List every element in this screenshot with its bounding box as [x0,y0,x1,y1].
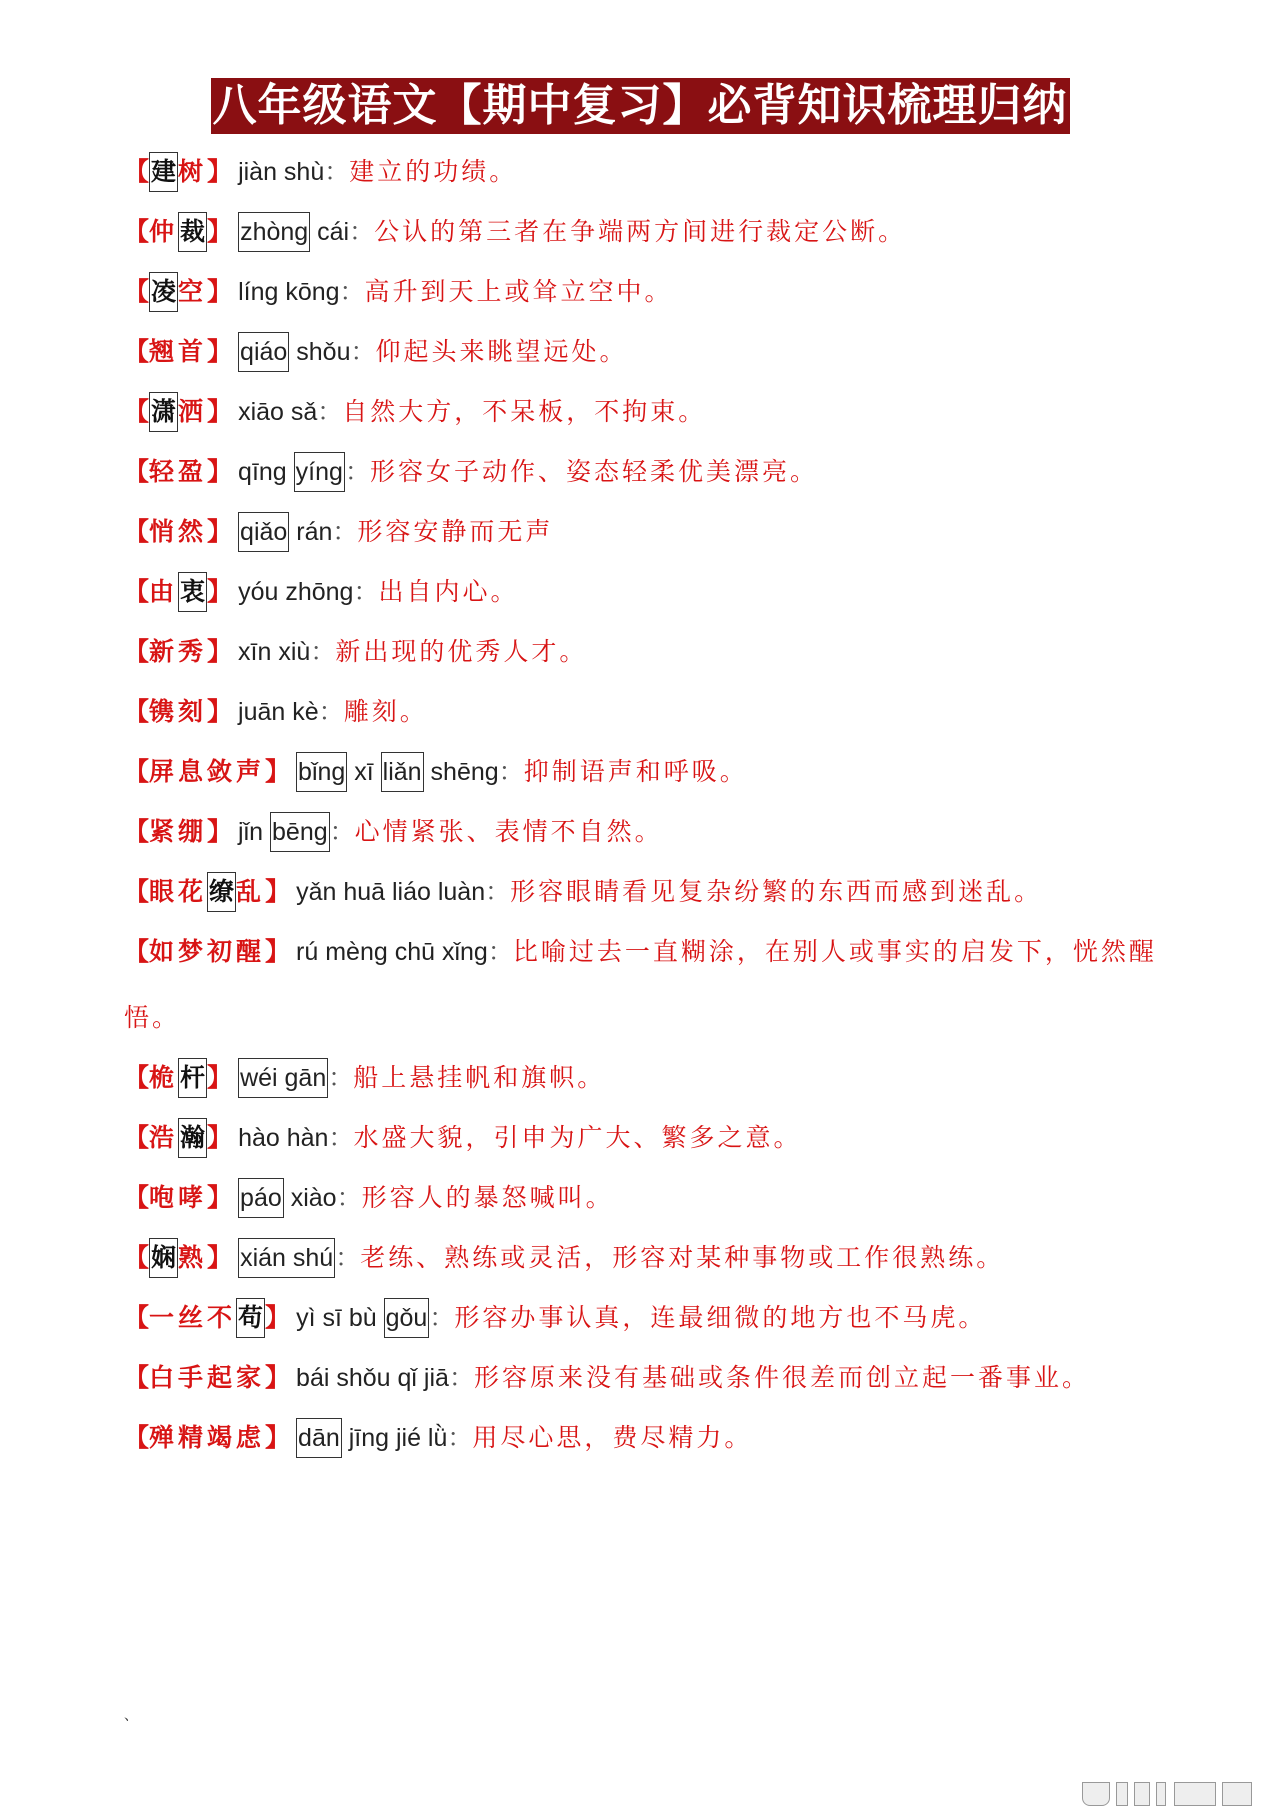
right-bracket: 】 [207,1123,233,1152]
vocab-entry [124,212,1184,252]
right-bracket: 】 [207,517,233,546]
definition: 仰起头来眺望远处。 [375,337,628,366]
definition: 心情紧张、表情不自然。 [354,817,663,846]
colon: ： [318,697,344,726]
vocab-entry [124,1418,1184,1458]
right-bracket: 】 [207,157,233,186]
left-bracket: 【 [124,937,150,966]
colon: ： [339,277,365,306]
vocab-entry [124,752,1184,792]
left-bracket: 【 [124,217,150,246]
right-bracket: 】 [207,1063,233,1092]
vocab-word [149,1303,265,1332]
definition: 新出现的优秀人才。 [335,637,588,666]
vocab-word [149,877,265,906]
highlighted-pinyin: bǐng [296,752,347,792]
vocab-entry [124,1118,1184,1158]
left-bracket: 【 [124,397,150,426]
pinyin [238,1124,328,1152]
pinyin-part: jīng jié lǜ [348,1424,448,1452]
pinyin [238,698,319,726]
word-part: 仲 [149,217,179,246]
vocab-word [149,397,207,426]
vocab-word [149,757,265,786]
pinyin [238,218,349,246]
vocab-entry [124,572,1184,612]
vocab-entry [124,1238,1184,1278]
pinyin-part: jǐn [238,818,264,846]
pinyin [238,638,310,666]
definition: 形容办事认真，连最细微的地方也不马虎。 [454,1303,987,1332]
pinyin [296,1304,429,1332]
vocab-word [149,1243,207,1272]
vocab-word [149,697,207,726]
colon: ： [317,397,343,426]
definition: 形容原来没有基础或条件很差而创立起一番事业。 [473,1363,1090,1392]
watermark-logo [1082,1782,1252,1804]
vocab-entry [124,1058,1184,1098]
colon: ： [447,1423,473,1452]
vocab-entry [124,1178,1184,1218]
definition: 抑制语声和呼吸。 [523,757,748,786]
pinyin [238,578,353,606]
vocab-entry [124,1298,1184,1338]
pinyin [238,398,317,426]
highlighted-char: 衷 [178,572,207,612]
vocab-word [149,337,207,366]
right-bracket: 】 [207,217,233,246]
vocab-word [149,517,207,546]
page-title: 八年级语文【期中复习】必背知识梳理归纳 [211,78,1070,134]
word-part: 熟 [178,1243,208,1272]
pinyin-part: yóu zhōng [238,578,354,606]
pinyin-part: xī [354,758,374,786]
stray-mark: 、 [124,1708,138,1724]
vocab-entry [124,332,1184,372]
right-bracket: 】 [265,1363,291,1392]
right-bracket: 】 [207,337,233,366]
definition: 形容人的暴怒喊叫。 [361,1183,614,1212]
vocab-word [149,277,207,306]
vocab-entry [124,692,1184,732]
pinyin [238,338,350,366]
pinyin-part: líng kōng [238,278,340,306]
colon: ： [336,1183,362,1212]
colon: ： [350,337,376,366]
pinyin-part: yǎn huā liáo luàn [296,878,486,906]
left-bracket: 【 [124,1423,150,1452]
right-bracket: 】 [265,1303,291,1332]
word-part: 紧绷 [149,817,208,846]
left-bracket: 【 [124,277,150,306]
word-part: 乱 [236,877,266,906]
colon: ： [448,1363,474,1392]
vocab-entry [124,632,1184,672]
highlighted-pinyin: zhòng [238,212,310,252]
vocab-word [149,157,207,186]
colon: ： [498,757,524,786]
right-bracket: 】 [207,697,233,726]
pinyin-part: shēng [430,758,499,786]
highlighted-char: 苟 [236,1298,265,1338]
right-bracket: 】 [265,757,291,786]
left-bracket: 【 [124,697,150,726]
definition: 水盛大貌，引申为广大、繁多之意。 [353,1123,802,1152]
word-part: 桅 [149,1063,179,1092]
definition: 出自内心。 [378,577,519,606]
left-bracket: 【 [124,817,150,846]
pinyin-part: cái [317,218,350,246]
word-part: 新秀 [149,637,208,666]
right-bracket: 】 [207,577,233,606]
definition: 形容安静而无声 [357,517,554,546]
colon: ： [329,817,355,846]
pinyin [296,758,499,786]
colon: ： [328,1123,354,1152]
pinyin [296,1364,449,1392]
highlighted-pinyin: páo [238,1178,284,1218]
left-bracket: 【 [124,1183,150,1212]
highlighted-char: 杆 [178,1058,207,1098]
pinyin [238,278,339,306]
left-bracket: 【 [124,877,150,906]
definition: 建立的功绩。 [349,157,518,186]
colon: ： [485,877,511,906]
word-part: 咆哮 [149,1183,208,1212]
right-bracket: 】 [207,637,233,666]
highlighted-char: 裁 [178,212,207,252]
word-part: 由 [149,577,179,606]
pinyin [238,458,345,486]
highlighted-char: 缭 [207,872,236,912]
vocab-entry [124,152,1184,192]
vocab-entry [124,392,1184,432]
vocab-entry [124,272,1184,312]
vocab-word [149,637,207,666]
pinyin [238,518,332,546]
pinyin-part: bái shǒu qǐ jiā [296,1364,449,1392]
colon: ： [328,1063,354,1092]
colon: ： [344,457,370,486]
vocab-word [149,1063,207,1092]
vocab-word [149,937,265,966]
left-bracket: 【 [124,757,150,786]
pinyin [238,1064,328,1092]
definition: 自然大方，不呆板，不拘束。 [342,397,707,426]
highlighted-char: 娴 [149,1238,178,1278]
definition: 雕刻。 [343,697,428,726]
word-part: 洒 [178,397,208,426]
pinyin-part: shǒu [296,338,351,366]
word-part: 一丝不 [149,1303,237,1332]
highlighted-pinyin: yíng [294,452,345,492]
definition: 比喻过去一直糊涂，在别人或事实的启发下，恍然醒悟。 [124,937,1157,1032]
pinyin-part: hào hàn [238,1124,329,1152]
right-bracket: 】 [207,457,233,486]
highlighted-char: 潇 [149,392,178,432]
pinyin [238,818,330,846]
left-bracket: 【 [124,1063,150,1092]
pinyin [238,1184,337,1212]
pinyin-part: xiào [290,1184,337,1212]
word-part: 如梦初醒 [149,937,266,966]
pinyin [238,1244,335,1272]
left-bracket: 【 [124,457,150,486]
pinyin-part: xiāo sǎ [238,398,318,426]
vocab-word [149,217,207,246]
word-part: 屏息敛声 [149,757,266,786]
right-bracket: 】 [265,877,291,906]
highlighted-pinyin: dān [296,1418,342,1458]
highlighted-pinyin: bēng [270,812,330,852]
left-bracket: 【 [124,1303,150,1332]
left-bracket: 【 [124,157,150,186]
colon: ： [310,637,336,666]
word-part: 空 [178,277,208,306]
colon: ： [332,517,358,546]
highlighted-char: 建 [149,152,178,192]
vocab-word [149,577,207,606]
highlighted-pinyin: liǎn [381,752,424,792]
vocab-word [149,457,207,486]
word-part: 轻盈 [149,457,208,486]
highlighted-pinyin: gǒu [384,1298,430,1338]
pinyin-part: jiàn shù [238,158,325,186]
definition: 形容女子动作、姿态轻柔优美漂亮。 [369,457,818,486]
highlighted-char: 凌 [149,272,178,312]
word-part: 白手起家 [149,1363,266,1392]
right-bracket: 】 [207,397,233,426]
colon: ： [335,1243,361,1272]
vocab-entry [124,512,1184,552]
left-bracket: 【 [124,1123,150,1152]
vocab-entry [124,812,1184,852]
colon: ： [429,1303,455,1332]
left-bracket: 【 [124,637,150,666]
vocab-entry [124,452,1184,492]
pinyin [296,938,488,966]
left-bracket: 【 [124,1363,150,1392]
vocab-word [149,817,207,846]
vocab-entry [124,1358,1184,1398]
pinyin-part: juān kè [238,698,319,726]
vocab-word [149,1123,207,1152]
pinyin-part: rán [296,518,333,546]
definition: 船上悬挂帆和旗帜。 [353,1063,606,1092]
word-part: 殚精竭虑 [149,1423,266,1452]
left-bracket: 【 [124,1243,150,1272]
highlighted-char: 瀚 [178,1118,207,1158]
highlighted-pinyin: xián shú [238,1238,335,1278]
right-bracket: 】 [265,937,291,966]
definition: 公认的第三者在争端两方间进行裁定公断。 [374,217,907,246]
word-part: 浩 [149,1123,179,1152]
colon: ： [349,217,375,246]
vocab-word [149,1183,207,1212]
highlighted-pinyin: wéi gān [238,1058,328,1098]
highlighted-pinyin: qiǎo [238,512,289,552]
vocab-entry [124,872,1184,912]
definition: 用尽心思，费尽精力。 [472,1423,753,1452]
colon: ： [487,937,513,966]
pinyin-part: rú mèng chū xǐng [296,938,488,966]
right-bracket: 】 [207,1183,233,1212]
word-part: 树 [178,157,208,186]
right-bracket: 】 [207,1243,233,1272]
pinyin [296,878,485,906]
colon: ： [324,157,350,186]
left-bracket: 【 [124,577,150,606]
title-wrap [0,78,1280,134]
left-bracket: 【 [124,517,150,546]
word-part: 镌刻 [149,697,208,726]
pinyin [238,158,324,186]
word-part: 眼花 [149,877,208,906]
right-bracket: 】 [207,817,233,846]
pinyin-part: xīn xiù [238,638,311,666]
highlighted-pinyin: qiáo [238,332,289,372]
right-bracket: 】 [207,277,233,306]
word-part: 悄然 [149,517,208,546]
pinyin [296,1424,447,1452]
pinyin-part: yì sī bù [296,1304,377,1332]
pinyin-part: qīng [238,458,287,486]
right-bracket: 】 [265,1423,291,1452]
definition: 形容眼睛看见复杂纷繁的东西而感到迷乱。 [510,877,1043,906]
definition: 高升到天上或耸立空中。 [364,277,673,306]
left-bracket: 【 [124,337,150,366]
vocab-word [149,1363,265,1392]
colon: ： [353,577,379,606]
definition: 老练、熟练或灵活，形容对某种事物或工作很熟练。 [360,1243,1005,1272]
vocab-word [149,1423,265,1452]
word-part: 翘首 [149,337,208,366]
vocab-entry [124,919,1184,1051]
